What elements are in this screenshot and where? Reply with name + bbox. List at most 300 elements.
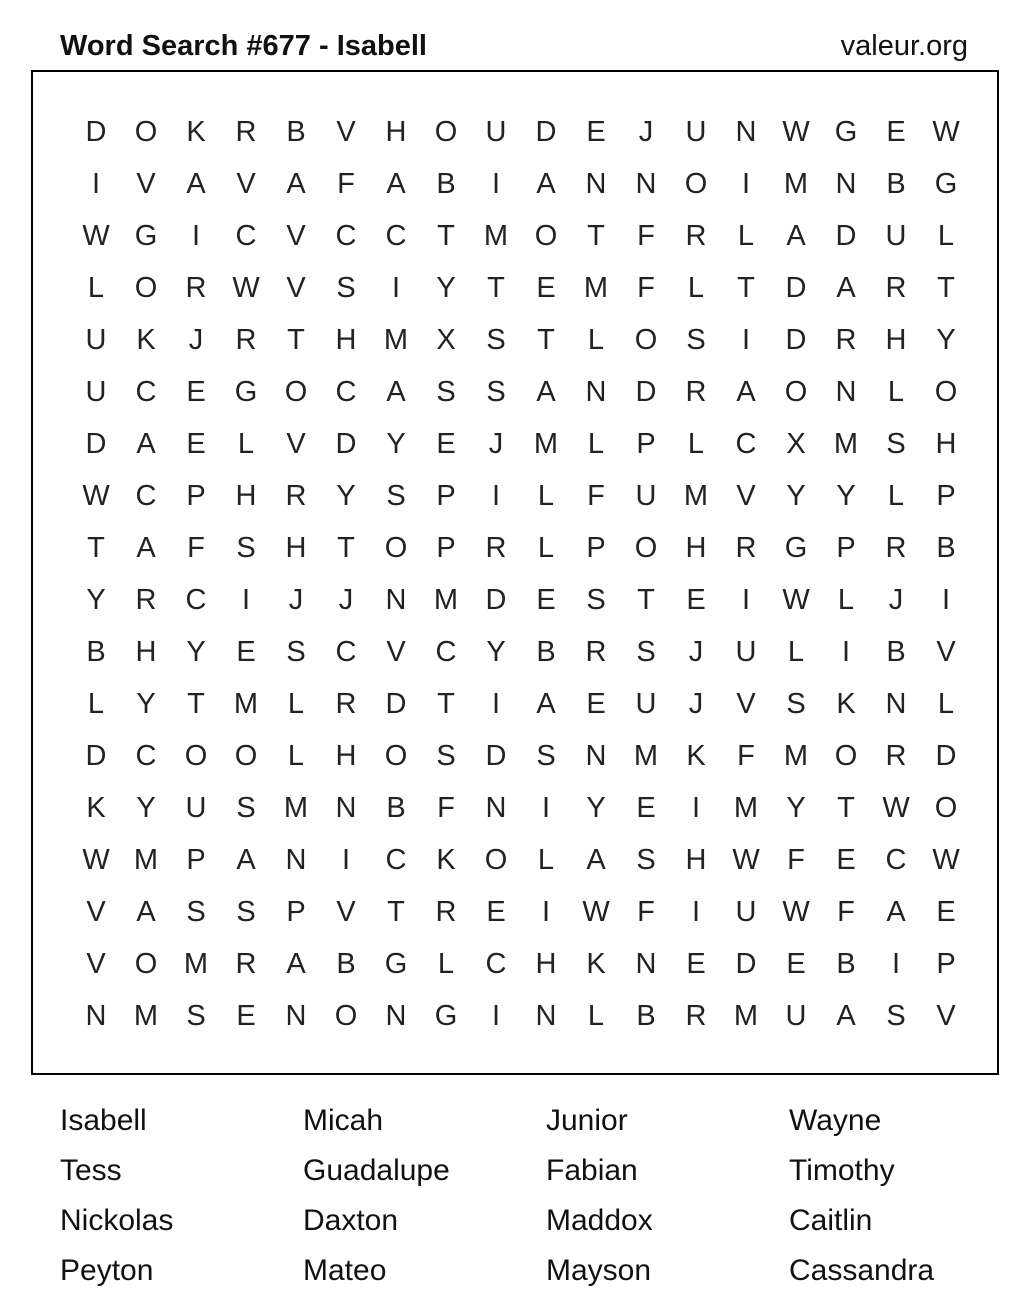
grid-cell[interactable]: C [335,376,357,408]
grid-cell[interactable]: T [937,272,955,304]
grid-cell[interactable]: T [637,584,655,616]
grid-cell[interactable]: Y [836,480,856,512]
grid-cell[interactable]: H [135,636,157,668]
grid-cell[interactable]: C [385,220,407,252]
grid-cell[interactable]: V [336,116,356,148]
grid-cell[interactable]: O [134,948,158,980]
grid-cell[interactable]: I [891,948,901,980]
grid-cell[interactable]: A [286,168,306,200]
grid-cell[interactable]: U [635,480,657,512]
grid-cell[interactable]: B [536,636,556,668]
grid-cell[interactable]: B [886,168,906,200]
grid-cell[interactable]: A [136,428,156,460]
grid-cell[interactable]: E [936,896,956,928]
grid-cell[interactable]: G [934,168,958,200]
grid-cell[interactable]: T [437,220,455,252]
grid-cell[interactable]: W [932,844,960,876]
grid-cell[interactable]: K [186,116,206,148]
grid-cell[interactable]: S [436,376,456,408]
grid-cell[interactable]: S [686,324,706,356]
grid-cell[interactable]: I [491,168,501,200]
grid-cell[interactable]: F [637,220,655,252]
grid-cell[interactable]: I [741,324,751,356]
grid-cell[interactable]: U [785,1000,807,1032]
grid-cell[interactable]: S [486,324,506,356]
grid-cell[interactable]: L [787,636,805,668]
grid-cell[interactable]: H [935,428,957,460]
grid-cell[interactable]: V [236,168,256,200]
grid-cell[interactable]: S [286,636,306,668]
grid-cell[interactable]: B [386,792,406,824]
grid-cell[interactable]: A [386,376,406,408]
grid-cell[interactable]: X [786,428,806,460]
grid-cell[interactable]: I [691,896,701,928]
grid-cell[interactable]: G [234,376,258,408]
grid-cell[interactable]: M [833,428,859,460]
grid-cell[interactable]: S [636,636,656,668]
grid-cell[interactable]: L [737,220,755,252]
grid-cell[interactable]: L [237,428,255,460]
grid-cell[interactable]: V [286,220,306,252]
grid-cell[interactable]: E [686,948,706,980]
grid-cell[interactable]: R [285,480,307,512]
grid-cell[interactable]: N [285,1000,307,1032]
grid-cell[interactable]: T [737,272,755,304]
grid-cell[interactable]: K [136,324,156,356]
grid-cell[interactable]: G [134,220,158,252]
grid-cell[interactable]: G [434,1000,458,1032]
grid-cell[interactable]: I [541,792,551,824]
grid-cell[interactable]: D [485,584,507,616]
grid-cell[interactable]: G [784,532,808,564]
grid-cell[interactable]: L [587,324,605,356]
grid-cell[interactable]: O [934,792,958,824]
grid-cell[interactable]: U [885,220,907,252]
grid-cell[interactable]: W [82,844,110,876]
grid-cell[interactable]: A [536,376,556,408]
grid-cell[interactable]: B [436,168,456,200]
grid-cell[interactable]: O [634,532,658,564]
grid-cell[interactable]: O [784,376,808,408]
grid-cell[interactable]: S [436,740,456,772]
grid-cell[interactable]: C [185,584,207,616]
grid-cell[interactable]: B [336,948,356,980]
grid-cell[interactable]: L [87,272,105,304]
grid-cell[interactable]: C [485,948,507,980]
grid-cell[interactable]: L [537,532,555,564]
grid-cell[interactable]: V [386,636,406,668]
grid-cell[interactable]: Y [586,792,606,824]
grid-cell[interactable]: R [835,324,857,356]
grid-cell[interactable]: M [733,792,759,824]
grid-cell[interactable]: E [536,272,556,304]
grid-cell[interactable]: Y [936,324,956,356]
grid-cell[interactable]: A [836,272,856,304]
grid-cell[interactable]: L [537,844,555,876]
grid-cell[interactable]: C [135,376,157,408]
grid-cell[interactable]: W [732,844,760,876]
grid-cell[interactable]: T [537,324,555,356]
grid-cell[interactable]: O [334,1000,358,1032]
grid-cell[interactable]: F [837,896,855,928]
grid-cell[interactable]: V [286,428,306,460]
grid-cell[interactable]: D [735,948,757,980]
grid-cell[interactable]: N [385,584,407,616]
grid-cell[interactable]: T [387,896,405,928]
grid-cell[interactable]: S [586,584,606,616]
grid-cell[interactable]: M [283,792,309,824]
grid-cell[interactable]: G [384,948,408,980]
grid-cell[interactable]: F [437,792,455,824]
grid-cell[interactable]: V [936,636,956,668]
grid-cell[interactable]: P [186,480,206,512]
grid-cell[interactable]: V [136,168,156,200]
grid-cell[interactable]: I [741,168,751,200]
grid-cell[interactable]: S [236,792,256,824]
grid-cell[interactable]: R [685,220,707,252]
grid-cell[interactable]: H [285,532,307,564]
grid-cell[interactable]: A [286,948,306,980]
grid-cell[interactable]: U [85,324,107,356]
grid-cell[interactable]: I [391,272,401,304]
grid-cell[interactable]: O [284,376,308,408]
grid-cell[interactable]: I [241,584,251,616]
grid-cell[interactable]: S [186,896,206,928]
grid-cell[interactable]: M [483,220,509,252]
grid-cell[interactable]: Y [786,480,806,512]
grid-cell[interactable]: V [86,948,106,980]
grid-cell[interactable]: B [636,1000,656,1032]
grid-cell[interactable]: O [534,220,558,252]
grid-cell[interactable]: O [384,532,408,564]
grid-cell[interactable]: Y [136,688,156,720]
grid-cell[interactable]: D [85,740,107,772]
grid-cell[interactable]: M [683,480,709,512]
grid-cell[interactable]: C [885,844,907,876]
grid-cell[interactable]: L [687,428,705,460]
grid-cell[interactable]: N [335,792,357,824]
grid-cell[interactable]: B [836,948,856,980]
grid-cell[interactable]: V [86,896,106,928]
grid-cell[interactable]: H [885,324,907,356]
grid-cell[interactable]: L [287,740,305,772]
grid-cell[interactable]: W [782,584,810,616]
grid-cell[interactable]: V [736,688,756,720]
grid-cell[interactable]: J [188,324,204,356]
grid-cell[interactable]: L [887,480,905,512]
grid-cell[interactable]: R [885,532,907,564]
grid-cell[interactable]: I [491,1000,501,1032]
grid-cell[interactable]: J [888,584,904,616]
grid-cell[interactable]: H [235,480,257,512]
grid-cell[interactable]: M [783,168,809,200]
grid-cell[interactable]: I [91,168,101,200]
grid-cell[interactable]: S [636,844,656,876]
grid-cell[interactable]: O [834,740,858,772]
grid-cell[interactable]: I [491,480,501,512]
grid-cell[interactable]: N [735,116,757,148]
grid-cell[interactable]: T [587,220,605,252]
grid-cell[interactable]: I [941,584,951,616]
grid-cell[interactable]: D [785,324,807,356]
grid-cell[interactable]: F [787,844,805,876]
grid-cell[interactable]: K [686,740,706,772]
grid-cell[interactable]: D [85,116,107,148]
grid-cell[interactable]: B [86,636,106,668]
grid-cell[interactable]: C [135,740,157,772]
grid-cell[interactable]: R [235,948,257,980]
grid-cell[interactable]: M [133,1000,159,1032]
grid-cell[interactable]: T [87,532,105,564]
grid-cell[interactable]: M [583,272,609,304]
grid-cell[interactable]: I [491,688,501,720]
grid-cell[interactable]: S [536,740,556,772]
grid-cell[interactable]: E [586,116,606,148]
grid-cell[interactable]: N [635,948,657,980]
grid-cell[interactable]: W [882,792,910,824]
grid-cell[interactable]: R [235,116,257,148]
grid-cell[interactable]: O [434,116,458,148]
grid-cell[interactable]: A [186,168,206,200]
grid-cell[interactable]: O [134,272,158,304]
grid-cell[interactable]: Y [436,272,456,304]
grid-cell[interactable]: A [786,220,806,252]
letter-grid[interactable] [71,106,971,1042]
grid-cell[interactable]: S [236,896,256,928]
grid-cell[interactable]: L [887,376,905,408]
grid-cell[interactable]: E [436,428,456,460]
grid-cell[interactable]: E [636,792,656,824]
grid-cell[interactable]: R [735,532,757,564]
grid-cell[interactable]: M [133,844,159,876]
grid-cell[interactable]: J [338,584,354,616]
grid-cell[interactable]: E [836,844,856,876]
grid-cell[interactable]: O [184,740,208,772]
grid-cell[interactable]: U [735,636,757,668]
grid-cell[interactable]: O [234,740,258,772]
grid-cell[interactable]: C [335,220,357,252]
grid-cell[interactable]: A [386,168,406,200]
grid-cell[interactable]: J [488,428,504,460]
grid-cell[interactable]: B [886,636,906,668]
grid-cell[interactable]: A [886,896,906,928]
grid-cell[interactable]: Y [336,480,356,512]
grid-cell[interactable]: F [637,272,655,304]
grid-cell[interactable]: L [837,584,855,616]
grid-cell[interactable]: D [335,428,357,460]
grid-cell[interactable]: H [685,844,707,876]
grid-cell[interactable]: N [85,1000,107,1032]
grid-cell[interactable]: R [685,1000,707,1032]
grid-cell[interactable]: A [536,168,556,200]
grid-cell[interactable]: W [232,272,260,304]
grid-cell[interactable]: D [635,376,657,408]
grid-cell[interactable]: D [535,116,557,148]
grid-cell[interactable]: F [337,168,355,200]
grid-cell[interactable]: P [286,896,306,928]
grid-cell[interactable]: C [335,636,357,668]
grid-cell[interactable]: O [634,324,658,356]
grid-cell[interactable]: B [286,116,306,148]
grid-cell[interactable]: M [383,324,409,356]
grid-cell[interactable]: M [183,948,209,980]
grid-cell[interactable]: D [785,272,807,304]
grid-cell[interactable]: T [287,324,305,356]
grid-cell[interactable]: J [688,688,704,720]
grid-cell[interactable]: T [337,532,355,564]
grid-cell[interactable]: D [485,740,507,772]
grid-cell[interactable]: K [586,948,606,980]
grid-cell[interactable]: S [236,532,256,564]
grid-cell[interactable]: R [185,272,207,304]
grid-cell[interactable]: M [233,688,259,720]
grid-cell[interactable]: V [936,1000,956,1032]
grid-cell[interactable]: R [435,896,457,928]
grid-cell[interactable]: A [586,844,606,876]
grid-cell[interactable]: R [685,376,707,408]
grid-cell[interactable]: O [684,168,708,200]
grid-cell[interactable]: Y [786,792,806,824]
grid-cell[interactable]: D [835,220,857,252]
grid-cell[interactable]: I [341,844,351,876]
grid-cell[interactable]: U [685,116,707,148]
grid-cell[interactable]: N [585,376,607,408]
grid-cell[interactable]: K [436,844,456,876]
grid-cell[interactable]: V [336,896,356,928]
grid-cell[interactable]: D [85,428,107,460]
grid-cell[interactable]: P [836,532,856,564]
grid-cell[interactable]: V [736,480,756,512]
grid-cell[interactable]: I [191,220,201,252]
grid-cell[interactable]: P [186,844,206,876]
grid-cell[interactable]: F [587,480,605,512]
grid-cell[interactable]: N [535,1000,557,1032]
grid-cell[interactable]: M [633,740,659,772]
grid-cell[interactable]: T [837,792,855,824]
grid-cell[interactable]: Y [386,428,406,460]
grid-cell[interactable]: N [635,168,657,200]
grid-cell[interactable]: W [582,896,610,928]
grid-cell[interactable]: P [636,428,656,460]
grid-cell[interactable]: E [786,948,806,980]
grid-cell[interactable]: S [336,272,356,304]
grid-cell[interactable]: E [536,584,556,616]
grid-cell[interactable]: N [585,740,607,772]
grid-cell[interactable]: D [385,688,407,720]
grid-cell[interactable]: U [85,376,107,408]
grid-cell[interactable]: N [585,168,607,200]
grid-cell[interactable]: R [585,636,607,668]
grid-cell[interactable]: R [335,688,357,720]
grid-cell[interactable]: J [288,584,304,616]
grid-cell[interactable]: X [436,324,456,356]
grid-cell[interactable]: L [537,480,555,512]
grid-cell[interactable]: Y [186,636,206,668]
grid-cell[interactable]: O [934,376,958,408]
grid-cell[interactable]: N [885,688,907,720]
grid-cell[interactable]: B [936,532,956,564]
grid-cell[interactable]: S [786,688,806,720]
grid-cell[interactable]: R [885,740,907,772]
grid-cell[interactable]: A [136,532,156,564]
grid-cell[interactable]: P [436,480,456,512]
grid-cell[interactable]: H [535,948,557,980]
grid-cell[interactable]: I [841,636,851,668]
grid-cell[interactable]: K [86,792,106,824]
grid-cell[interactable]: N [835,168,857,200]
grid-cell[interactable]: R [235,324,257,356]
grid-cell[interactable]: E [236,636,256,668]
grid-cell[interactable]: E [686,584,706,616]
grid-cell[interactable]: P [936,480,956,512]
grid-cell[interactable]: I [741,584,751,616]
grid-cell[interactable]: I [691,792,701,824]
grid-cell[interactable]: T [487,272,505,304]
grid-cell[interactable]: F [187,532,205,564]
grid-cell[interactable]: R [135,584,157,616]
grid-cell[interactable]: C [235,220,257,252]
grid-cell[interactable]: L [587,428,605,460]
grid-cell[interactable]: O [384,740,408,772]
grid-cell[interactable]: H [385,116,407,148]
grid-cell[interactable]: C [435,636,457,668]
grid-cell[interactable]: M [783,740,809,772]
grid-cell[interactable]: Y [86,584,106,616]
grid-cell[interactable]: W [782,896,810,928]
grid-cell[interactable]: D [935,740,957,772]
grid-cell[interactable]: R [485,532,507,564]
grid-cell[interactable]: O [134,116,158,148]
grid-cell[interactable]: S [386,480,406,512]
grid-cell[interactable]: A [136,896,156,928]
grid-cell[interactable]: W [932,116,960,148]
grid-cell[interactable]: S [486,376,506,408]
grid-cell[interactable]: M [733,1000,759,1032]
grid-cell[interactable]: G [834,116,858,148]
grid-cell[interactable]: U [185,792,207,824]
grid-cell[interactable]: S [186,1000,206,1032]
grid-cell[interactable]: U [635,688,657,720]
grid-cell[interactable]: A [836,1000,856,1032]
grid-cell[interactable]: L [437,948,455,980]
grid-cell[interactable]: E [586,688,606,720]
grid-cell[interactable]: V [286,272,306,304]
grid-cell[interactable]: A [236,844,256,876]
grid-cell[interactable]: S [886,1000,906,1032]
grid-cell[interactable]: L [87,688,105,720]
grid-cell[interactable]: U [735,896,757,928]
grid-cell[interactable]: T [437,688,455,720]
grid-cell[interactable]: E [186,376,206,408]
grid-cell[interactable]: L [937,220,955,252]
grid-cell[interactable]: H [335,740,357,772]
grid-cell[interactable]: F [737,740,755,772]
grid-cell[interactable]: N [385,1000,407,1032]
grid-cell[interactable]: L [687,272,705,304]
grid-cell[interactable]: P [436,532,456,564]
grid-cell[interactable]: A [736,376,756,408]
grid-cell[interactable]: P [586,532,606,564]
grid-cell[interactable]: C [135,480,157,512]
grid-cell[interactable]: N [485,792,507,824]
grid-cell[interactable]: E [186,428,206,460]
grid-cell[interactable]: E [236,1000,256,1032]
grid-cell[interactable]: R [885,272,907,304]
grid-cell[interactable]: J [638,116,654,148]
grid-cell[interactable]: E [486,896,506,928]
grid-cell[interactable]: E [886,116,906,148]
grid-cell[interactable]: U [485,116,507,148]
